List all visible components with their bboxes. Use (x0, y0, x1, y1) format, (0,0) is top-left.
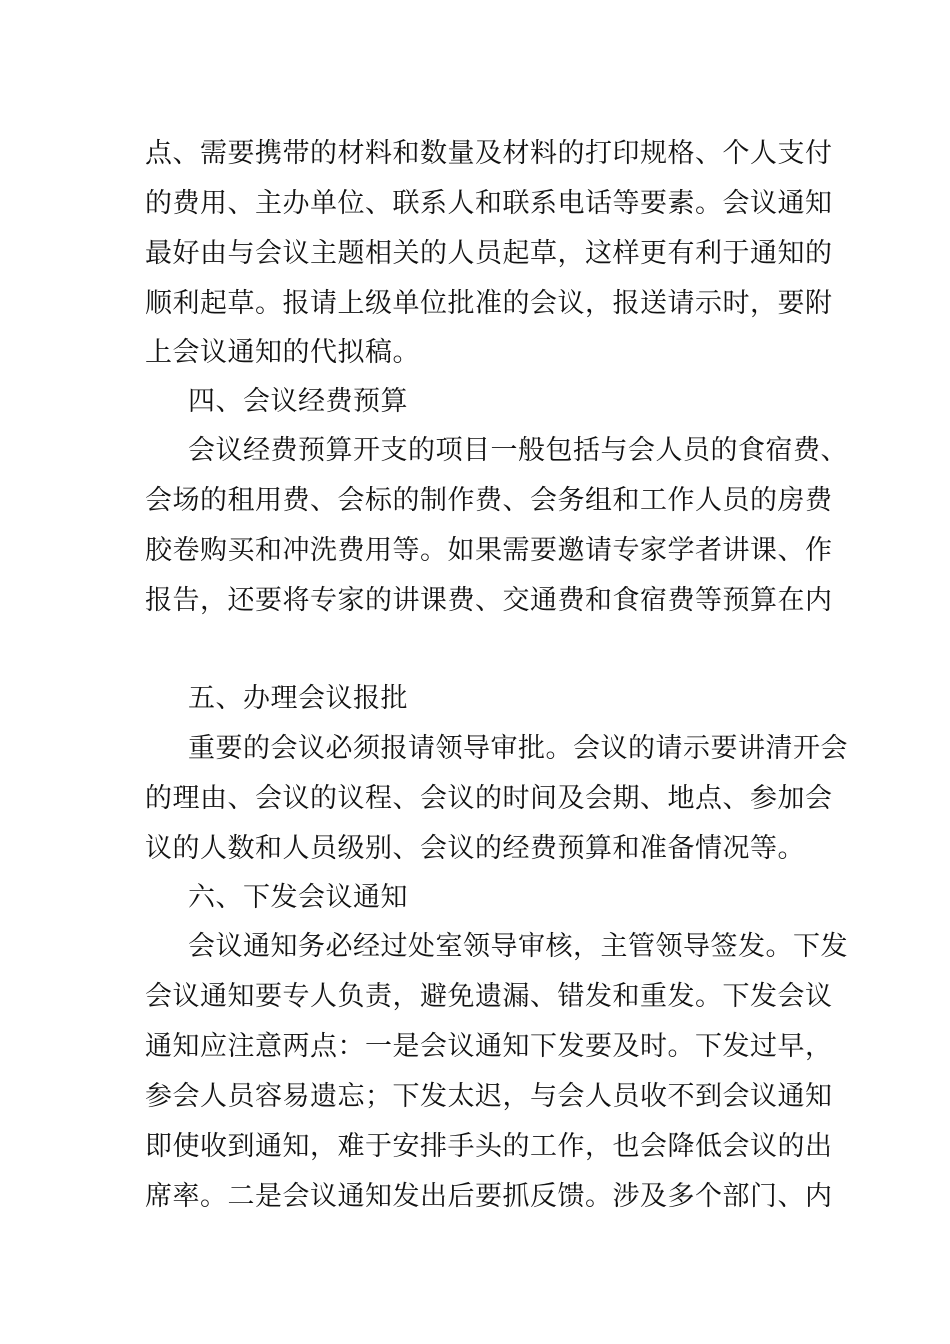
text-line: 会议通知务必经过处室领导审核，主管领导签发。下发 (188, 931, 848, 962)
text-line: 点、需要携带的材料和数量及材料的打印规格、个人支付 (145, 138, 833, 169)
section-heading: 四、会议经费预算 (188, 386, 408, 417)
section-heading: 六、下发会议通知 (188, 882, 408, 913)
text-line: 上会议通知的代拟稿。 (145, 337, 420, 368)
text-line: 的费用、主办单位、联系人和联系电话等要素。会议通知 (145, 188, 833, 219)
text-line: 通知应注意两点：一是会议通知下发要及时。下发过早， (145, 1031, 833, 1062)
text-line: 即使收到通知，难于安排手头的工作，也会降低会议的出 (145, 1131, 833, 1162)
text-line: 会场的租用费、会标的制作费、会务组和工作人员的房费 (145, 485, 833, 516)
text-line: 席率。二是会议通知发出后要抓反馈。涉及多个部门、内 (145, 1181, 833, 1212)
text-line: 的理由、会议的议程、会议的时间及会期、地点、参加会 (145, 783, 833, 814)
section-heading: 五、办理会议报批 (188, 683, 408, 714)
text-line: 报告，还要将专家的讲课费、交通费和食宿费等预算在内 (145, 585, 833, 616)
text-line: 参会人员容易遗忘；下发太迟，与会人员收不到会议通知 (145, 1081, 833, 1112)
text-line: 议的人数和人员级别、会议的经费预算和准备情况等。 (145, 833, 805, 864)
text-line: 顺利起草。报请上级单位批准的会议，报送请示时，要附 (145, 288, 833, 319)
text-line: 会议通知要专人负责，避免遗漏、错发和重发。下发会议 (145, 981, 833, 1012)
text-line: 胶卷购买和冲洗费用等。如果需要邀请专家学者讲课、作 (145, 535, 833, 566)
text-line: 会议经费预算开支的项目一般包括与会人员的食宿费、 (188, 435, 848, 466)
text-line: 重要的会议必须报请领导审批。会议的请示要讲清开会 (188, 733, 848, 764)
text-line: 最好由与会议主题相关的人员起草，这样更有利于通知的 (145, 238, 833, 269)
